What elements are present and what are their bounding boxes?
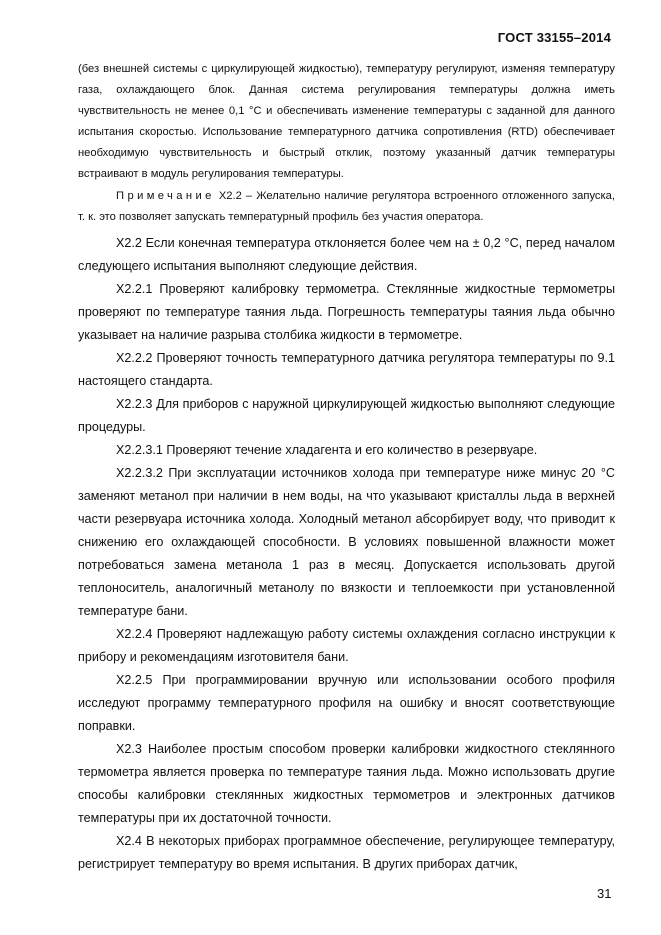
page-number: 31	[597, 886, 612, 901]
note-text: Х2.2 – Желательно наличие регулятора встроенного отложенного запуска, т. к. это позволяет запускать температурный профиль без участия оператора.	[78, 190, 615, 223]
standard-designation: ГОСТ 33155–2014	[497, 30, 611, 45]
clause-x2-2: Х2.2 Если конечная температура отклоняется более чем на ± 0,2 °С, перед началом следующего испытания выполняют следующие действия.	[78, 236, 615, 273]
clause-x2-4: Х2.4 В некоторых приборах программное обеспечение, регулирующее температуру, регистрирует температуру во время испытания. В других приборах датчик,	[78, 834, 615, 871]
clause-x2-3: Х2.3 Наиболее простым способом проверки калибровки жидкостного стеклянного термометра является проверка по температуре таяния льда. Можно использовать другие способы калибровки стеклянных жидкостных термометров и электронных датчиков температуры при их достаточной точности.	[78, 742, 615, 825]
note-label: Примечание	[116, 190, 215, 202]
clause-x2-2-1: Х2.2.1 Проверяют калибровку термометра. Стеклянные жидкостные термометры проверяют по температуре таяния льда. Погрешность температуры таяния льда обычно указывает на наличие разрыва столбика жидкости в термометре.	[78, 282, 615, 342]
document-body	[78, 59, 615, 876]
paragraph-continuation: (без внешней системы с циркулирующей жидкостью), температуру регулируют, изменяя температуру газа, охлаждающего блок. Данная система регулирования температуры должна иметь чувствительность не менее 0,1 °С и обеспечивать изменение температуры с заданной для данного испытания скоростью. Использование температурного датчика сопротивления (RTD) обеспечивает необходимую чувствительность и быстрый отклик, поэтому указанный датчик температуры встраивают в модуль регулирования температуры.	[78, 63, 615, 180]
clause-x2-2-3: Х2.2.3 Для приборов с наружной циркулирующей жидкостью выполняют следующие процедуры.	[78, 397, 615, 434]
clause-x2-2-3-2: Х2.2.3.2 При эксплуатации источников холода при температуре ниже минус 20 °С заменяют метанол при наличии в нем воды, на что указывают кристаллы льда в верхней части резервуара источника холода. Холодный метанол абсорбирует воду, что приводит к снижению его охлаждающей способности. В условиях повышенной влажности может потребоваться замена метанола 1 раз в месяц. Допускается использовать другой теплоноситель, аналогичный метанолу по вязкости и теплоемкости при установленной температуре бани.	[78, 466, 615, 618]
clause-x2-2-2: Х2.2.2 Проверяют точность температурного датчика регулятора температуры по 9.1 настоящего стандарта.	[78, 351, 615, 388]
clause-x2-2-3-1: Х2.2.3.1 Проверяют течение хладагента и его количество в резервуаре.	[116, 443, 538, 457]
clause-x2-2-4: Х2.2.4 Проверяют надлежащую работу системы охлаждения согласно инструкции к прибору и рекомендациям изготовителя бани.	[78, 627, 615, 664]
note-paragraph	[78, 186, 615, 228]
clause-x2-2-5: Х2.2.5 При программировании вручную или использовании особого профиля исследуют программу температурного профиля на ошибку и вносят соответствующие поправки.	[78, 673, 615, 733]
